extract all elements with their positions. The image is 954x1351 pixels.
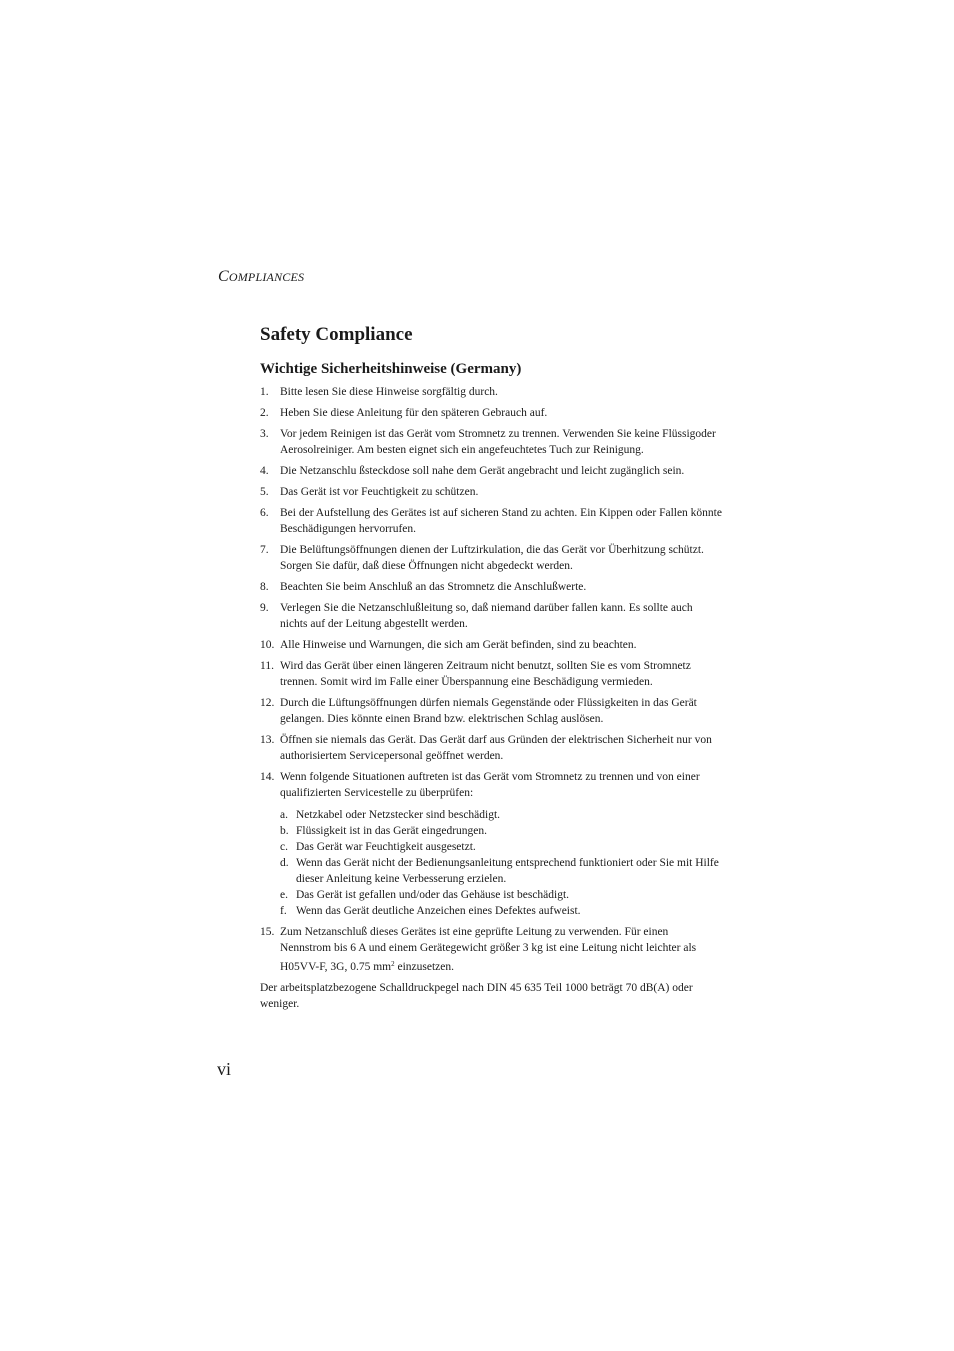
situations-sublist [280,807,722,919]
section-title: Safety Compliance [260,324,413,345]
item-number: 6. [260,507,269,519]
item-text-end: einzusetzen. [394,961,454,973]
subitem-letter: c. [280,841,288,853]
item-number: 14. [260,771,275,783]
list-item [260,463,722,479]
item-text: Durch die Lüftungsöffnungen dürfen niemals Gegenstände oder Flüssigkeiten in das Gerät gelangen. Dies könnte einen Brand bzw. elektrischen Schlag auslösen. [280,697,697,725]
list-item [260,600,722,632]
item-number: 5. [260,486,269,498]
item-text: Das Gerät ist vor Feuchtigkeit zu schützen. [280,486,479,498]
running-header-initial: C [218,268,229,285]
item-number: 7. [260,544,269,556]
list-item [260,484,722,500]
list-item [260,542,722,574]
sublist-item [280,855,722,887]
item-text: Verlegen Sie die Netzanschlußleitung so, daß niemand darüber fallen kann. Es sollte auch nichts auf der Leitung abgestellt werden. [280,602,693,630]
item-number: 3. [260,428,269,440]
item-text: Wird das Gerät über einen längeren Zeitraum nicht benutzt, sollten Sie es vom Stromnetz trennen. Somit wird im Falle einer Überspannung eine Beschädigung vermieden. [280,660,691,688]
subitem-text: Wenn das Gerät nicht der Bedienungsanleitung entsprechend funktioniert oder Sie mit Hilfe dieser Anleitung keine Verbesserung erzielen. [296,857,719,885]
list-item [260,384,722,400]
item-number: 10. [260,639,275,651]
item-number: 12. [260,697,275,709]
subitem-text: Wenn das Gerät deutliche Anzeichen eines Defektes aufweist. [296,905,581,917]
subitem-text: Das Gerät war Feuchtigkeit ausgesetzt. [296,841,476,853]
item-text: Zum Netzanschluß dieses Gerätes ist eine geprüfte Leitung zu verwenden. Für einen Nennstrom bis 6 A und einem Gerätegewicht größer 3 kg ist eine Leitung nicht leichter als H05VV-F, 3G, 0.75 mm [280,926,697,973]
item-number: 2. [260,407,269,419]
superscript: 2 [391,960,395,968]
subsection-title: Wichtige Sicherheitshinweise (Germany) [260,361,522,377]
item-text: Bitte lesen Sie diese Hinweise sorgfältig durch. [280,386,498,398]
item-text: Alle Hinweise und Warnungen, die sich am Gerät befinden, sind zu beachten. [280,639,637,651]
subitem-text: Netzkabel oder Netzstecker sind beschädigt. [296,809,501,821]
item-text: Öffnen sie niemals das Gerät. Das Gerät darf aus Gründen der elektrischen Sicherheit nur von authorisiertem Servicepersonal geöffnet werden. [280,734,712,762]
sublist-item [280,807,722,823]
list-item [260,637,722,653]
subitem-letter: b. [280,825,289,837]
list-item [260,658,722,690]
list-item [260,579,722,595]
item-text: Beachten Sie beim Anschluß an das Stromnetz die Anschlußwerte. [280,581,587,593]
list-item [260,924,722,975]
running-header [218,268,304,286]
list-item [260,695,722,727]
list-item [260,769,722,919]
subitem-letter: f. [280,905,287,917]
item-text: Wenn folgende Situationen auftreten ist das Gerät vom Stromnetz zu trennen und von einer qualifizierten Servicestelle zu überprüfen: [280,771,700,799]
item-text: Bei der Aufstellung des Gerätes ist auf sicheren Stand zu achten. Ein Kippen oder Fallen könnte Beschädigungen hervorrufen. [280,507,722,535]
sublist-item [280,903,722,919]
item-number: 8. [260,581,269,593]
safety-instructions-list [260,384,722,975]
subitem-letter: d. [280,857,289,869]
sublist-item [280,839,722,855]
list-item [260,732,722,764]
list-item [260,426,722,458]
running-header-rest: OMPLIANCES [228,270,305,284]
subitem-letter: a. [280,809,288,821]
sublist-item [280,887,722,903]
item-number: 11. [260,660,274,672]
item-number: 13. [260,734,275,746]
item-number: 4. [260,465,269,477]
subitem-letter: e. [280,889,288,901]
subitem-text: Das Gerät ist gefallen und/oder das Gehäuse ist beschädigt. [296,889,570,901]
item-number: 9. [260,602,269,614]
item-text: Die Netzanschlu ßsteckdose soll nahe dem Gerät angebracht und leicht zugänglich sein. [280,465,685,477]
item-text: Heben Sie diese Anleitung für den späteren Gebrauch auf. [280,407,548,419]
page-number: vi [217,1059,232,1079]
item-number: 1. [260,386,269,398]
item-text: Die Belüftungsöffnungen dienen der Luftzirkulation, die das Gerät vor Überhitzung schützt. Sorgen Sie dafür, daß diese Öffnungen nicht abgedeckt werden. [280,544,704,572]
list-item [260,505,722,537]
subitem-text: Flüssigkeit ist in das Gerät eingedrungen. [296,825,487,837]
list-item [260,405,722,421]
page-content [260,323,722,1012]
item-number: 15. [260,926,275,938]
noise-level-note: Der arbeitsplatzbezogene Schalldruckpegel nach DIN 45 635 Teil 1000 beträgt 70 dB(A) oder weniger. [260,982,693,1010]
sublist-item [280,823,722,839]
item-text: Vor jedem Reinigen ist das Gerät vom Stromnetz zu trennen. Verwenden Sie keine Flüssigoder Aerosolreiniger. Am besten eignet sich ein angefeuchtetes Tuch zur Reinigung. [280,428,716,456]
